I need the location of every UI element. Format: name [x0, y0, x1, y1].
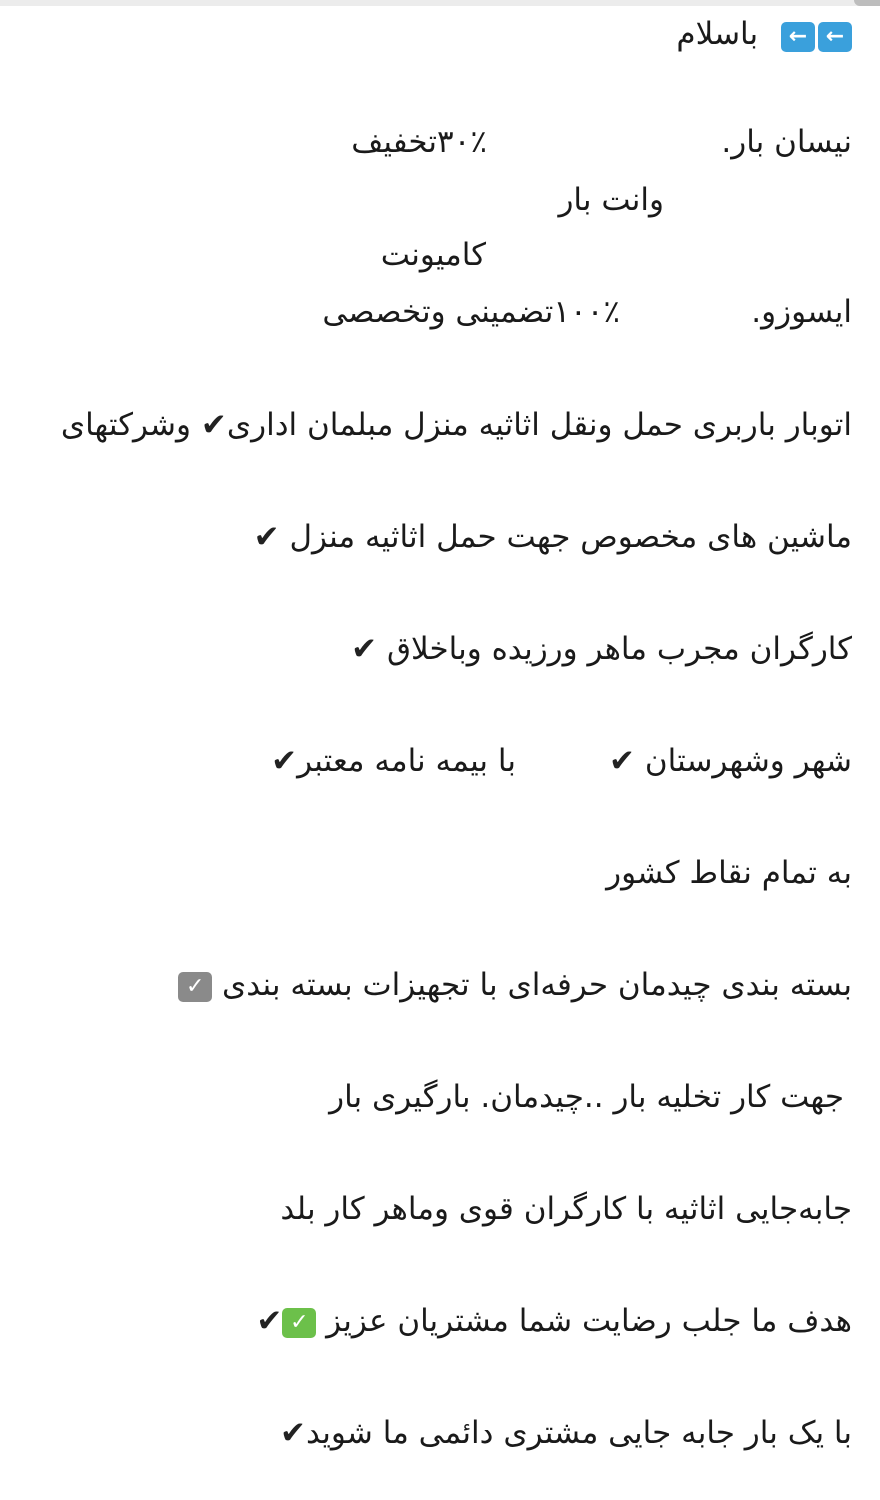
vehicle-row-isuzu — [28, 290, 852, 334]
service-text-4b: با بیمه نامه معتبر — [297, 743, 516, 779]
check-mark-icon: ✔ — [256, 1303, 283, 1339]
service-line-3 — [351, 627, 852, 671]
service-line-6 — [178, 963, 852, 1007]
service-text-2: ماشین های مخصوص جهت حمل اثاثیه منزل — [289, 519, 852, 555]
service-text-4a-group — [609, 739, 852, 783]
service-line-4 — [28, 739, 852, 783]
service-line-2 — [254, 515, 852, 559]
service-line-5 — [606, 851, 852, 895]
service-text-1: اتوبار باربری حمل ونقل اثاثیه منزل مبلمان اداری — [226, 407, 852, 443]
check-mark-icon: ✔ — [280, 1415, 307, 1451]
service-text-4a: شهر وشهرستان — [644, 743, 852, 779]
service-line-8 — [280, 1187, 852, 1231]
service-text-5: به تمام نقاط کشور — [606, 855, 852, 891]
left-arrow-icon: ← — [818, 22, 852, 52]
check-box-icon: ✓ — [178, 972, 212, 1002]
greeting-text: باسلام — [676, 16, 759, 52]
greeting-icons — [778, 14, 852, 58]
top-bar-knob — [854, 0, 880, 6]
discount-label: ۳۰٪تخفیف — [351, 124, 487, 160]
check-mark-icon: ✔ — [200, 407, 227, 443]
service-text-10: با یک بار جابه جایی مشتری دائمی ما شوید — [306, 1415, 852, 1451]
isuzu-label: ایسوزو. — [751, 294, 852, 330]
service-line-9 — [256, 1299, 852, 1343]
service-text-3: کارگران مجرب ماهر ورزیده وباخلاق — [386, 631, 852, 667]
vehicle-row-nissan — [28, 120, 852, 164]
check-mark-icon: ✔ — [253, 519, 280, 555]
service-text-9: هدف ما جلب رضایت شما مشتریان عزیز — [326, 1303, 852, 1339]
kamiont-label: کامیونت — [380, 237, 486, 273]
service-line-10 — [280, 1411, 852, 1455]
service-text-8: جابه‌جایی اثاثیه با کارگران قوی وماهر کار بلد — [280, 1191, 852, 1227]
service-line-1 — [61, 403, 852, 447]
check-mark-icon: ✔ — [609, 743, 636, 779]
greeting-line — [676, 12, 852, 56]
service-line-7 — [329, 1075, 844, 1119]
service-text-4b-group — [271, 739, 516, 783]
service-text-1-tail: وشرکتهای — [60, 407, 192, 443]
vehicle-row-vanet — [28, 178, 852, 222]
top-bar — [0, 0, 880, 6]
vanet-label: وانت بار — [558, 182, 664, 218]
service-text-6: بسته بندی چیدمان حرفه‌ای با تجهیزات بسته بندی — [222, 967, 852, 1003]
service-text-7: جهت کار تخلیه بار ..چیدمان. بارگیری بار — [329, 1079, 844, 1115]
check-mark-icon: ✔ — [271, 743, 298, 779]
check-mark-icon: ✔ — [351, 631, 378, 667]
guarantee-label: ۱۰۰٪تضمینی وتخصصی — [322, 294, 620, 330]
green-check-box-icon: ✓ — [282, 1308, 316, 1338]
left-arrow-icon: ← — [781, 22, 815, 52]
nissan-label: نیسان بار. — [721, 124, 852, 160]
vehicle-row-kamiont — [28, 233, 852, 277]
